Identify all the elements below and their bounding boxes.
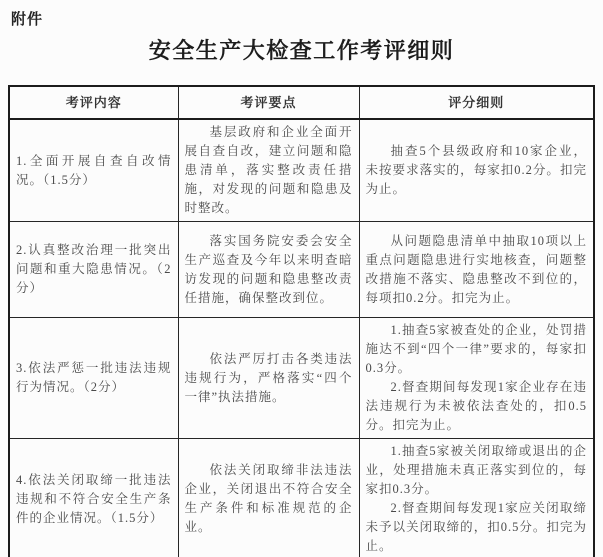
- table-row: [9, 318, 594, 439]
- cell-eval-content: [9, 119, 178, 222]
- header-scoring-rules: 评分细则: [359, 86, 594, 119]
- scoring-rule-text: 2.督查期间每发现1家应关闭取缔未予以关闭取缔的，扣0.5分。扣完为止。: [365, 501, 587, 553]
- eval-content-text: 3.依法严惩一批违法违规行为情况。（2分）: [16, 361, 172, 394]
- cell-scoring-rules: [359, 119, 594, 222]
- cell-eval-content: [9, 222, 178, 318]
- table-row: [9, 439, 594, 557]
- scoring-rule-text: 抽查5个县级政府和10家企业，未按要求落实的，每家扣0.2分。扣完为止。: [365, 144, 587, 196]
- cell-eval-points: [178, 222, 359, 318]
- cell-scoring-rules: [359, 222, 594, 318]
- page-title: 安全生产大检查工作考评细则: [148, 38, 455, 63]
- scoring-rule-text: 1.抽查5家被查处的企业，处罚措施达不到“四个一律”要求的，每家扣0.3分。: [365, 323, 587, 375]
- table-header-row: [9, 86, 594, 119]
- eval-points-text: 基层政府和企业全面开展自查自改，建立问题和隐患清单，落实整改责任措施，对发现的问题和隐患及时整改。: [184, 125, 353, 215]
- eval-content-text: 4.依法关闭取缔一批违法违规和不符合安全生产条件的企业情况。（1.5分）: [16, 472, 172, 525]
- cell-eval-points: [178, 119, 359, 222]
- cell-scoring-rules: [359, 439, 594, 557]
- evaluation-table: [8, 85, 595, 557]
- header-eval-content: 考评内容: [9, 86, 178, 119]
- attachment-label: 附件: [11, 12, 44, 28]
- cell-eval-points: [178, 318, 359, 439]
- eval-points-text: 依法关闭取缔非法违法企业，关闭退出不符合安全生产条件和标准规范的企业。: [184, 463, 353, 534]
- cell-eval-content: [9, 318, 178, 439]
- scoring-rule-text: 从问题隐患清单中抽取10项以上重点问题隐患进行实地核查，问题整改措施不落实、隐患整改不到位的，每项扣0.2分。扣完为止。: [365, 233, 587, 305]
- eval-points-text: 落实国务院安委会安全生产巡查及今年以来明查暗访发现的问题和隐患整改责任措施，确保整改到位。: [184, 233, 353, 305]
- cell-eval-points: [178, 439, 359, 557]
- cell-eval-content: [9, 439, 178, 557]
- cell-scoring-rules: [359, 318, 594, 439]
- scoring-rule-text: 2.督查期间每发现1家企业存在违法违规行为未被依法查处的，扣0.5分。扣完为止。: [365, 380, 587, 432]
- eval-points-text: 依法严厉打击各类违法违规行为，严格落实“四个一律”执法措施。: [184, 351, 353, 404]
- table-row: [9, 222, 594, 318]
- header-eval-points: 考评要点: [178, 86, 359, 119]
- eval-content-text: 1.全面开展自查自改情况。（1.5分）: [16, 153, 172, 187]
- table-row: [9, 119, 594, 222]
- eval-content-text: 2.认真整改治理一批突出问题和重大隐患情况。（2分）: [16, 243, 172, 295]
- scoring-rule-text: 1.抽查5家被关闭取缔或退出的企业，处理措施未真正落实到位的，每家扣0.3分。: [365, 444, 587, 496]
